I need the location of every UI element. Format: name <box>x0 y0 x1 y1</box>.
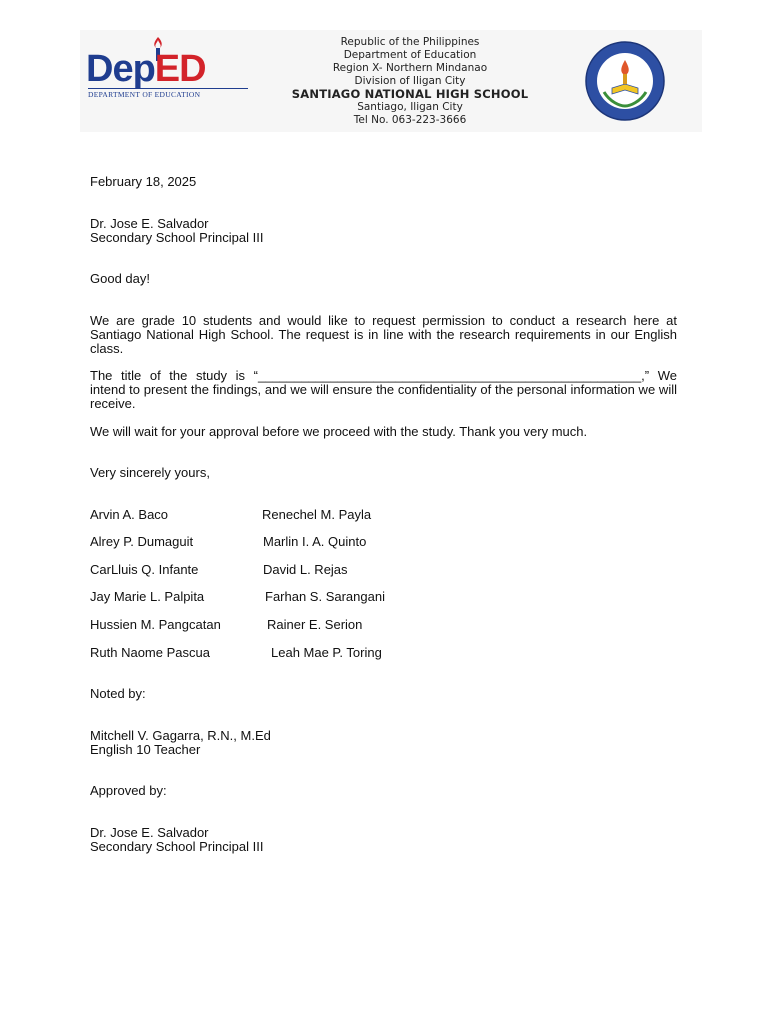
paragraph-2: The title of the study is “_____________________________________________________,” We intend to present the findings, and we will ensure the confidentiality of the personal information we will receive. <box>90 368 677 411</box>
paragraph-1: We are grade 10 students and would like to request permission to conduct a research here at Santiago National High School. The request is in line with the research requirements in our English class. <box>90 313 677 356</box>
letterhead-line-4: Division of Iligan City <box>354 75 466 87</box>
student-name: Rainer E. Serion <box>267 617 363 632</box>
student-name: Ruth Naome Pascua <box>90 645 210 660</box>
student-name: David L. Rejas <box>263 562 348 577</box>
letterhead-text <box>280 36 540 127</box>
student-name: Marlin I. A. Quinto <box>263 534 367 549</box>
noted-title: English 10 Teacher <box>90 742 201 757</box>
approved-name: Dr. Jose E. Salvador <box>90 825 209 840</box>
noted-label: Noted by: <box>90 686 146 701</box>
letterhead-line-2: Department of Education <box>343 49 477 61</box>
letterhead-line-3: Region X- Northern Mindanao <box>332 62 488 74</box>
school-address: Santiago, Iligan City <box>357 101 463 113</box>
approved-title: Secondary School Principal III <box>90 839 264 854</box>
letterhead <box>80 30 702 132</box>
student-name: Farhan S. Sarangani <box>265 589 385 604</box>
student-name: CarLluis Q. Infante <box>90 562 199 577</box>
school-seal-icon <box>584 40 666 122</box>
recipient-name: Dr. Jose E. Salvador <box>90 216 209 231</box>
deped-subtitle: DEPARTMENT OF EDUCATION <box>88 88 248 99</box>
deped-logo <box>86 36 248 102</box>
approved-label: Approved by: <box>90 783 167 798</box>
school-tel: Tel No. 063-223-3666 <box>353 114 467 126</box>
student-name: Jay Marie L. Palpita <box>90 589 205 604</box>
student-name: Renechel M. Payla <box>262 507 372 522</box>
student-name: Hussien M. Pangcatan <box>90 617 221 632</box>
letterhead-line-1: Republic of the Philippines <box>340 36 480 48</box>
student-name: Alrey P. Dumaguit <box>90 534 194 549</box>
deped-wordmark: DepED <box>86 48 206 90</box>
noted-name: Mitchell V. Gagarra, R.N., M.Ed <box>90 728 271 743</box>
recipient-title: Secondary School Principal III <box>90 230 264 245</box>
student-name: Leah Mae P. Toring <box>271 645 382 660</box>
greeting: Good day! <box>90 271 150 286</box>
paragraph-3: We will wait for your approval before we proceed with the study. Thank you very much. <box>90 424 588 439</box>
closing: Very sincerely yours, <box>90 465 210 480</box>
letter-date: February 18, 2025 <box>90 174 197 189</box>
student-name: Arvin A. Baco <box>90 507 169 522</box>
school-name: SANTIAGO NATIONAL HIGH SCHOOL <box>291 87 529 101</box>
